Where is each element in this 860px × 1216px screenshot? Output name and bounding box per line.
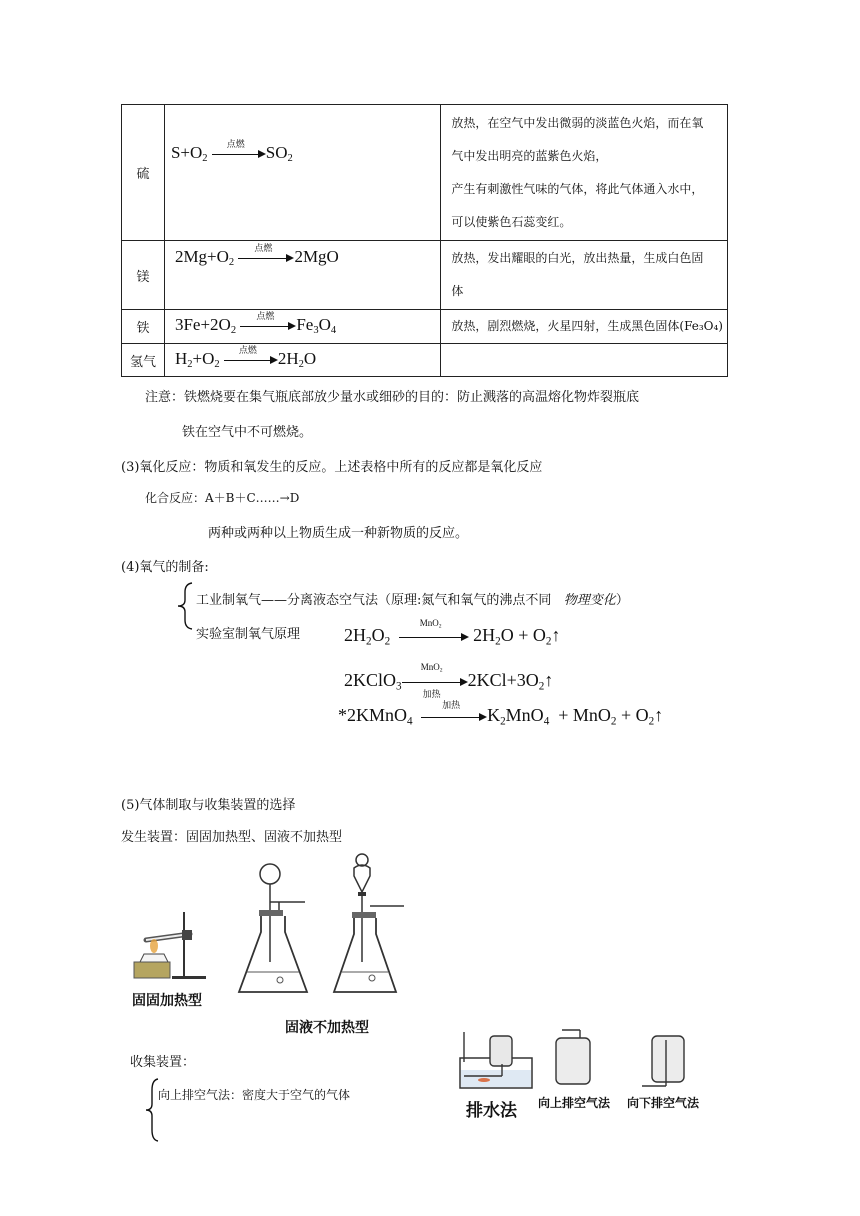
- section-gas-apparatus: (5)气体制取与收集装置的选择: [121, 798, 296, 813]
- solid-heating-apparatus-icon: [132, 910, 212, 980]
- flask-separatory-funnel-icon: [332, 852, 412, 1002]
- reaction-arrow: MnO$_2$: [399, 628, 469, 646]
- lab-oxygen-principle: 实验室制氧气原理: [196, 627, 301, 642]
- water-displacement-icon: [458, 1030, 538, 1090]
- water-method-label: 排水法: [466, 1101, 517, 1121]
- upward-air-bottle-icon: [552, 1028, 602, 1088]
- equation-kclo3: 2KClO$_3$ MnO$_2$ 加热 $2KCl+3O_2↑$: [344, 661, 554, 699]
- reaction-arrow: 点燃: [212, 145, 266, 163]
- conical-flask-funnel-icon: [235, 862, 315, 1002]
- solid-liquid-label: 固液不加热型: [285, 1020, 369, 1036]
- note-iron-air: 铁在空气中不可燃烧。: [182, 425, 313, 440]
- reaction-arrow: 点燃: [238, 249, 294, 267]
- reaction-equation: $H_2+O_2$ 点燃 $2H_2O$: [164, 344, 440, 377]
- generation-apparatus: 发生装置：固固加热型、固液不加热型: [121, 830, 343, 845]
- collection-apparatus: 收集装置：: [130, 1055, 196, 1070]
- element-name: 氢气: [122, 344, 165, 377]
- upward-air-method: 向上排空气法：密度大于空气的气体: [158, 1088, 351, 1102]
- reaction-arrow: 点燃: [224, 351, 278, 369]
- solid-heat-label: 固固加热型: [132, 993, 202, 1009]
- element-name: 硫: [122, 105, 165, 241]
- reaction-arrow: MnO$_2$ 加热: [402, 673, 468, 691]
- reaction-description: [441, 344, 728, 377]
- element-name: 铁: [122, 310, 165, 344]
- section-oxygen-prep: (4)氧气的制备:: [121, 560, 209, 575]
- note-iron-water: 注意：铁燃烧要在集气瓶底部放少量水或细砂的目的：防止溅落的高温熔化物炸裂瓶底: [145, 390, 640, 405]
- reaction-equation: $3Fe+2O_2$ 点燃 $Fe_3O_4$: [164, 310, 440, 344]
- reaction-arrow: 点燃: [240, 317, 296, 335]
- reaction-equation: $S+O_2$ 点燃 $SO_2$: [164, 105, 440, 241]
- reaction-table: [121, 104, 728, 377]
- combination-definition: 两种或两种以上物质生成一种新物质的反应。: [208, 526, 469, 541]
- industrial-oxygen: 工业制氧气——分离液态空气法（原理:氮气和氧气的沸点不同 物理变化）: [196, 593, 629, 608]
- element-name: 镁: [122, 241, 165, 310]
- section-oxidation: (3)氧化反应：物质和氧发生的反应。上述表格中所有的反应都是氧化反应: [121, 460, 543, 475]
- brace-icon: [176, 582, 196, 630]
- reaction-equation: $2Mg+O_2$ 点燃 2MgO: [164, 241, 440, 310]
- reaction-description: 放热，在空气中发出微弱的淡蓝色火焰，而在氧 气中发出明亮的蓝紫色火焰， 产生有刺激性气味的气体，将此气体通入水中， 可以使紫色石蕊变红。: [441, 105, 728, 241]
- equation-h2o2: $2H_2O_2$ MnO$_2$ $2H_2O$ + $O_2↑$: [344, 617, 561, 648]
- downward-air-label: 向下排空气法: [627, 1096, 700, 1110]
- table-row: [122, 310, 728, 344]
- table-row: [122, 105, 728, 241]
- equation-kmno4: *2KMnO$_4$ 加热 $K_2MnO_4 + MnO_2$ + $O_2↑$: [338, 699, 664, 728]
- reaction-description: 放热，剧烈燃烧，火星四射，生成黑色固体(Fe₃O₄): [441, 310, 728, 344]
- downward-air-bottle-icon: [640, 1030, 700, 1090]
- table-row: [122, 241, 728, 310]
- reaction-arrow: 加热: [421, 708, 487, 726]
- table-row: [122, 344, 728, 377]
- combination-reaction: 化合反应：A＋B＋C……→D: [145, 491, 300, 505]
- upward-air-label: 向上排空气法: [538, 1096, 611, 1110]
- reaction-description: 放热，发出耀眼的白光，放出热量，生成白色固 体: [441, 241, 728, 310]
